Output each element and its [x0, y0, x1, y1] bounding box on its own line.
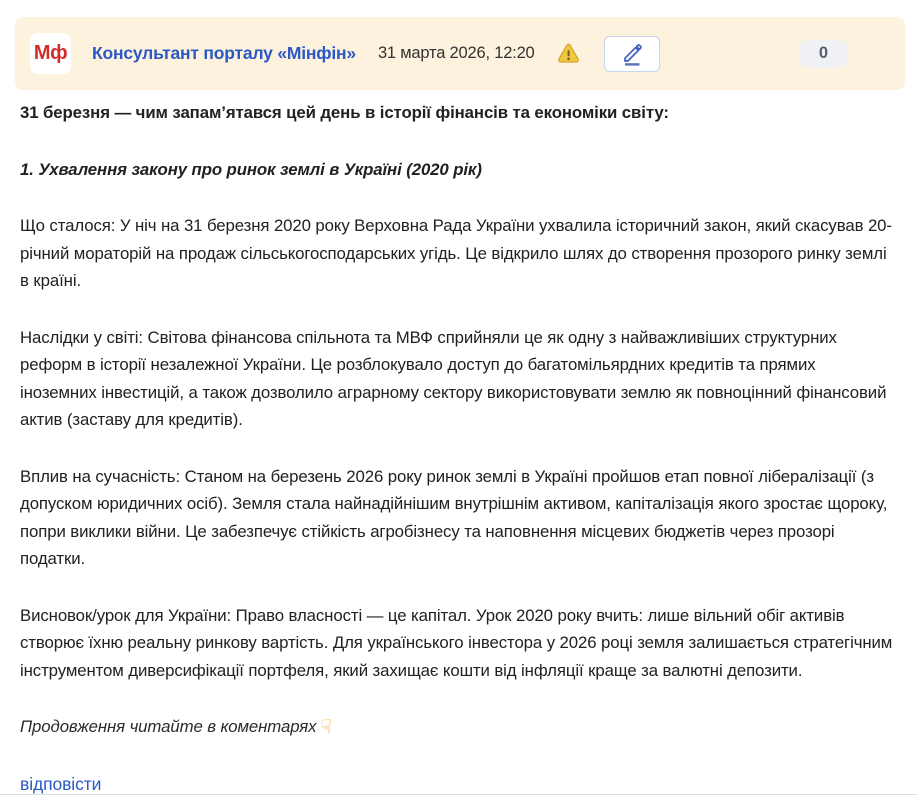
author-link[interactable]: Консультант порталу «Мінфін»: [92, 43, 356, 63]
post-header: [15, 17, 905, 90]
comment-count: 0: [818, 44, 829, 62]
warning-triangle-icon[interactable]: [557, 43, 580, 64]
post-body: [0, 90, 917, 795]
minfin-logo-icon: Мф: [33, 42, 68, 64]
post-subheading: 1. Ухвалення закону про ринок землі в Україні (2020 рік): [20, 159, 482, 179]
post-date: 31 марта 2026, 12:20: [377, 44, 535, 62]
post-paragraph: Що сталося: У ніч на 31 березня 2020 року Верховна Рада України ухвалила історичний закон, який скасував 20-річний мораторій на продаж сільськогосподарських угідь. Це відкрило шлях до створення прозорого ринку землі в країні.: [20, 216, 892, 290]
pointing-down-emoji: ☟: [320, 717, 332, 738]
reply-link[interactable]: відповісти: [20, 774, 101, 795]
post-paragraph: Висновок/урок для України: Право власності — це капітал. Урок 2020 року вчить: лише вільний обіг активів створює їхню реальну ринкову вартість. Для українського інвестора у 2026 році земля залишається стратегічним інструментом диверсифікації портфеля, який захищає кошти від інфляції краще за валютні депозити.: [20, 605, 893, 680]
comment-count-badge: [799, 40, 848, 68]
footer-note: [20, 713, 895, 742]
footer-note-text: Продовження читайте в коментарях: [20, 717, 317, 736]
avatar[interactable]: [30, 33, 71, 74]
post-paragraph: Наслідки у світі: Світова фінансова спільнота та МВФ сприйняли це як одну з найважливіших структурних реформ в історії незалежної України. Це розблокувало доступ до багатомільярдних кредитів та прямих іноземних інвестицій, а також дозволило аграрному сектору використовувати землю як повноцінний фінансовий актив (заставу для кредитів).: [20, 327, 887, 429]
edit-button[interactable]: [604, 36, 660, 72]
pencil-edit-icon: [619, 41, 645, 67]
post-heading: 31 березня — чим запам’ятався цей день в історії фінансів та економіки світу:: [20, 103, 669, 122]
post-paragraph: Вплив на сучасність: Станом на березень 2026 року ринок землі в Україні пройшов етап повної лібералізації (з допуском юридичних осіб). Земля стала найнадійнішим внутрішнім активом, капіталізація якого зростає щороку, попри виклики війни. Це забезпечує стійкість агробізнесу та наповнення місцевих бюджетів через прозорі податки.: [20, 466, 888, 568]
